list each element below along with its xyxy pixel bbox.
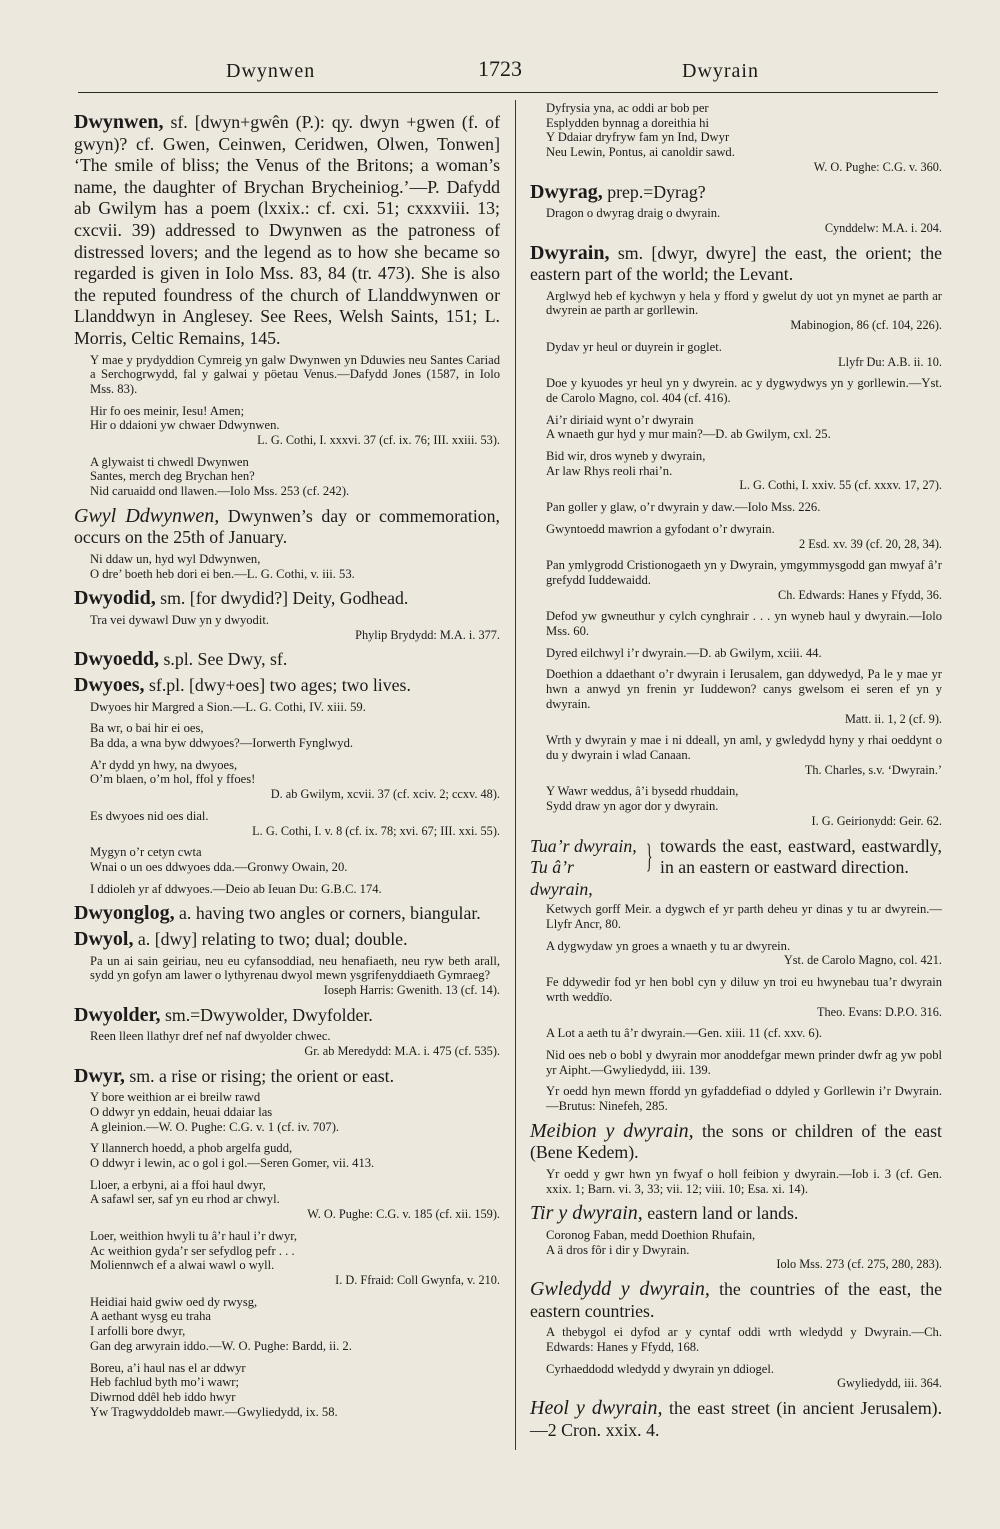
quote-line: Gwyntoedd mawrion a gyfodant o’r dwyrain. — [546, 521, 775, 536]
citation-quote — [74, 1029, 500, 1058]
phrase-definition: towards the east, eastward, eastwardly, in an eastern or eastward direction. — [660, 835, 942, 878]
quote-line: A wnaeth gur hyd y mur main?—D. ab Gwilym, cxl. 25. — [546, 427, 831, 442]
entry-headword: Gwledydd y dwyrain, — [530, 1278, 710, 1301]
citation-quote — [530, 646, 942, 661]
quote-line: A Lot a aeth tu â’r dwyrain.—Gen. xiii. 11 (cf. xxv. 6). — [546, 1026, 823, 1041]
quote-line: I ddioleh yr af ddwyoes.—Deio ab Ieuan Du: G.B.C. 174. — [90, 881, 382, 896]
dictionary-entry — [74, 588, 500, 610]
quote-line: Hir fo oes meinir, Iesu! Amen; — [90, 403, 245, 418]
quote-line: Nid caruaidd ond llawen.—Iolo Mss. 253 (cf. 242). — [90, 484, 350, 499]
page-header — [78, 52, 938, 93]
citation-quote — [530, 975, 942, 1019]
citation-quote — [530, 1167, 942, 1196]
dictionary-entry — [530, 1398, 942, 1441]
citation-quote — [74, 954, 500, 998]
quote-line: Tra vei dywawl Duw yn y dwyodit. — [90, 613, 269, 628]
citation-source: 2 Esd. xv. 39 (cf. 20, 28, 34). — [799, 536, 942, 551]
quote-line: Dwyoes hir Margred a Sion.—L. G. Cothi, IV. xiii. 59. — [90, 699, 366, 714]
citation-quote — [530, 449, 942, 493]
citation-source: Gwyliedydd, iii. 364. — [837, 1376, 942, 1391]
quote-line: Ar law Rhys reoli rhai’n. — [546, 463, 673, 478]
citation-quote — [74, 1141, 500, 1170]
entry-headword: Tir y dwyrain, — [530, 1202, 643, 1225]
dictionary-entry — [530, 1279, 942, 1322]
quote-line: Heb fachlud byth mo’i wawr; — [90, 1375, 239, 1390]
phrase-forms — [530, 836, 640, 901]
quote-line: Y Ddaiar dryfryw fam yn Ind, Dwyr — [546, 130, 730, 145]
citation-quote — [530, 784, 942, 828]
citation-source: Gr. ab Meredydd: M.A. i. 475 (cf. 535). — [304, 1043, 500, 1058]
quote-line: A gleinion.—W. O. Pughe: C.G. v. 1 (cf. iv. 707). — [90, 1119, 340, 1134]
dictionary-entry — [530, 243, 942, 286]
quote-line: Reen lleen llathyr dref nef naf dwyolder chwec. — [90, 1029, 331, 1044]
citation-source: Iolo Mss. 273 (cf. 275, 280, 283). — [776, 1257, 942, 1272]
citation-quote — [530, 413, 942, 442]
quote-line: A dygwydaw yn groes a wnaeth y tu ar dwyrein. — [546, 938, 791, 953]
header-right-guideword: Dwyrain — [682, 60, 759, 82]
header-left-guideword: Dwynwen — [226, 60, 316, 82]
citation-quote — [74, 552, 500, 581]
quote-line: Loer, weithion hwyli tu â’r haul i’r dwyr, — [90, 1228, 298, 1243]
citation-quote — [74, 404, 500, 448]
quote-line: A thebygol ei dyfod ar y cyntaf oddi wrth wledydd y Dwyrain.—Ch. Edwards: Hanes y Ffydd, 168. — [546, 1325, 942, 1354]
citation-quote — [74, 613, 500, 642]
quote-line: Dragon o dwyrag draig o dwyrain. — [546, 206, 721, 221]
phrase-form: Tu â’r dwyrain, — [530, 857, 593, 899]
quote-line: A glywaist ti chwedl Dwynwen — [90, 454, 249, 469]
entry-headword: Dwyolder, — [74, 1003, 161, 1026]
brace-icon: } — [646, 837, 653, 875]
quote-line: Pan goller y glaw, o’r dwyrain y daw.—Iolo Mss. 226. — [546, 500, 821, 515]
quote-line: Es dwyoes nid oes dial. — [90, 808, 209, 823]
entry-definition: Dwynwen’s day or commemoration, occurs on the 25th of January. — [74, 505, 500, 548]
entry-headword: Dwyol, — [74, 927, 134, 950]
citation-quote — [530, 1048, 942, 1077]
dictionary-entry — [74, 1005, 500, 1027]
quote-line: O’m blaen, o’m hol, ffol y ffoes! — [90, 772, 256, 787]
quote-line: Cyrhaeddodd wledydd y dwyrain yn ddiogel. — [546, 1361, 775, 1376]
entry-headword: Dwyrag, — [530, 180, 603, 203]
citation-source: Theo. Evans: D.P.O. 316. — [816, 1004, 942, 1019]
quote-line: A aethant wysg eu traha — [90, 1309, 211, 1324]
dictionary-entry — [74, 1066, 500, 1088]
quote-line: Nid oes neb o bobl y dwyrain mor anoddefgar mewn prinder dwfr ag yw pobl yr Aipht.—Gwyliedydd, iii. 139. — [546, 1047, 942, 1077]
entry-definition: eastern land or lands. — [647, 1203, 799, 1224]
dictionary-entry — [74, 675, 500, 697]
citation-quote — [530, 206, 942, 235]
dictionary-entry — [530, 182, 942, 204]
quote-line: Pa un ai sain geiriau, neu eu cyfansoddiad, neu henafiaeth, neu ryw beth arall, sydd yn gofyn am lawer o lythyrenau dwyol mewn ysgrifenyddiaeth Gymraeg? — [90, 953, 500, 983]
quote-line: Ba wr, o bai hir ei oes, — [90, 721, 204, 736]
quote-line: Defod yw gwneuthur y cylch cynghrair . . . yn wyneb haul y dwyrain.—Iolo Mss. 60. — [546, 609, 942, 639]
quote-line: A safawl ser, saf yn eu rhod ar chwyl. — [90, 1192, 280, 1207]
entry-headword: Heol y dwyrain, — [530, 1397, 663, 1420]
entry-headword: Meibion y dwyrain, — [530, 1119, 694, 1142]
dictionary-entry — [74, 903, 500, 925]
citation-source: Ch. Edwards: Hanes y Ffydd, 36. — [778, 587, 942, 602]
quote-line: Yr oedd y gwr hwn yn fwyaf o holl feibion y dwyrain.—Iob i. 3 (cf. Gen. xxix. 1; Barn. vi. 3, 33; vii. 12; viii. 10; Esa. xi. 14). — [546, 1166, 942, 1196]
quote-line: Esplydden bynnag a doreithia hi — [546, 115, 709, 130]
quote-line: Boreu, a’i haul nas el ar ddwyr — [90, 1360, 246, 1375]
citation-quote — [530, 289, 942, 333]
column-divider — [515, 100, 516, 1450]
page-number: 1723 — [478, 56, 522, 81]
citation-source: Ioseph Harris: Gwenith. 13 (cf. 14). — [323, 982, 500, 997]
citation-quote — [530, 340, 942, 369]
dictionary-entry — [74, 506, 500, 549]
quote-line: Doe y kyuodes yr heul yn y dwyrein. ac y dygwydwys yn y gorllewin.—Yst. de Carolo Magno, col. 404 (cf. 416). — [546, 376, 942, 405]
citation-source: I. G. Geirionydd: Geir. 62. — [811, 813, 942, 828]
citation-source: D. ab Gwilym, xcvii. 37 (cf. xciv. 2; ccxv. 48). — [270, 787, 500, 802]
quote-line: O ddwyr yn eddain, heuai ddaiar las — [90, 1104, 273, 1119]
entry-definition: prep.=Dyrag? — [607, 181, 706, 202]
entry-definition: s.pl. See Dwy, sf. — [163, 649, 288, 670]
dictionary-entry — [74, 649, 500, 671]
quote-line: A ä dros fôr i dir y Dwyrain. — [546, 1242, 690, 1257]
citation-quote — [74, 1229, 500, 1288]
quote-line: Moliennwch ef a alwai wawl o wyll. — [90, 1258, 275, 1273]
quote-line: Ai’r diriaid wynt o’r dwyrain — [546, 412, 694, 427]
citation-source: Th. Charles, s.v. ‘Dwyrain.’ — [804, 762, 942, 777]
entry-definition: a. [dwy] relating to two; dual; double. — [137, 928, 408, 949]
quote-line: Ba dda, a wna byw ddwyoes?—Iorwerth Fynglwyd. — [90, 736, 354, 751]
quote-line: Mygyn o’r cetyn cwta — [90, 845, 202, 860]
citation-source: L. G. Cothi, I. xxiv. 55 (cf. xxxv. 17, 27). — [739, 478, 942, 493]
quote-line: Ni ddaw un, hyd wyl Ddwynwen, — [90, 552, 261, 567]
citation-quote — [530, 609, 942, 638]
citation-quote — [530, 1325, 942, 1354]
entry-headword: Dwyr, — [74, 1064, 125, 1087]
citation-quote — [530, 1084, 942, 1113]
entry-definition: sf. [dwyn+gwên (P.): qy. dwyn +gwen (f. of gwyn)? cf. Gwen, Ceinwen, Ceridwen, Olwen, Tonwen] ‘The smile of bliss; the Venus of the Britons; a woman’s name, the daughter of Brychan Brycheiniog.’—P. Dafydd ab Gwilym has a poem (lxxix.: cf. cxi. 51; cxxxviii. 13; cxcvii. 39) addressed to Dwynwen as the patroness of distressed lovers; and the legend as to how she became so regarded is given in Iolo Mss. 83, 84 (tr. 473). She is also the reputed foundress of the church of Llanddwynwen or Llanddwyn in Anglesey. See Rees, Welsh Saints, 151; L. Morris, Celtic Remains, 145. — [74, 112, 500, 348]
citation-source: Yst. de Carolo Magno, col. 421. — [783, 953, 942, 968]
citation-quote — [74, 1361, 500, 1420]
phrase-entry — [530, 836, 942, 901]
citation-quote — [530, 1362, 942, 1391]
quote-line: Lloer, a erbyni, ai a ffoi haul dwyr, — [90, 1177, 266, 1192]
citation-quote — [530, 101, 942, 175]
quote-line: Wnai o un oes ddwyoes dda.—Gronwy Owain, 20. — [90, 859, 348, 874]
quote-line: O ddwyr i lewin, ac o gol i gol.—Seren Gomer, vii. 413. — [90, 1156, 375, 1171]
quote-line: Coronog Faban, medd Doethion Rhufain, — [546, 1227, 756, 1242]
quote-line: Dydav yr heul or duyrein ir goglet. — [546, 339, 722, 354]
citation-quote — [74, 1295, 500, 1354]
quote-line: Fe ddywedir fod yr hen bobl cyn y diluw yn troi eu hwynebau tua’r dwyrain wrth weddïo. — [546, 975, 942, 1004]
quote-line: Neu Lewin, Pontus, ai canoldir sawd. — [546, 145, 735, 160]
quote-line: Pan ymlygrodd Cristionogaeth yn y Dwyrain, ymgymmysgodd gan mwyaf â’r grefydd Iuddewaidd. — [546, 558, 942, 587]
citation-quote — [74, 1090, 500, 1134]
right-column — [530, 100, 942, 1444]
citation-quote — [530, 1228, 942, 1272]
quote-line: Doethion a ddaethant o’r dwyrain i Ierusalem, gan ddywedyd, Pa le y mae yr hwn a anwyd yn frenin yr Iuddewon? canys gwelsom ei seren ef yn y dwyrain. — [546, 667, 942, 711]
citation-quote — [74, 882, 500, 897]
quote-line: Gan deg arwyrain iddo.—W. O. Pughe: Bardd, ii. 2. — [90, 1338, 352, 1353]
quote-line: Y bore weithion ar ei breilw rawd — [90, 1090, 261, 1105]
citation-quote — [74, 455, 500, 499]
citation-source: Llyfr Du: A.B. ii. 10. — [838, 354, 942, 369]
quote-line: I arfolli bore dwyr, — [90, 1324, 186, 1339]
citation-quote — [530, 939, 942, 968]
entry-definition: the sons or children of the east (Bene Kedem). — [530, 1120, 942, 1163]
entry-definition: sm. [dwyr, dwyre] the east, the orient; the eastern part of the world; the Levant. — [530, 242, 942, 285]
left-column — [74, 100, 500, 1426]
quote-line: Hir o ddaioni yw chwaer Ddwynwen. — [90, 418, 280, 433]
quote-line: Diwrnod ddêl heb iddo hwyr — [90, 1389, 236, 1404]
entry-headword: Dwyonglog, — [74, 902, 175, 925]
citation-source: W. O. Pughe: C.G. v. 360. — [813, 159, 942, 174]
entry-headword: Dwynwen, — [74, 111, 164, 133]
citation-source: W. O. Pughe: C.G. v. 185 (cf. xii. 159). — [307, 1207, 500, 1222]
citation-quote — [530, 1026, 942, 1041]
quote-line: Dyfrysia yna, ac oddi ar bob per — [546, 101, 709, 115]
entry-headword: Gwyl Ddwynwen, — [74, 504, 220, 527]
citation-source: Matt. ii. 1, 2 (cf. 9). — [845, 711, 942, 726]
quote-line: Bid wir, dros wyneb y dwyrain, — [546, 449, 706, 464]
citation-quote — [530, 667, 942, 726]
citation-quote — [530, 733, 942, 777]
quote-line: A’r dydd yn hwy, na dwyoes, — [90, 757, 238, 772]
entry-definition: a. having two angles or corners, biangular. — [179, 903, 481, 924]
citation-quote — [74, 1178, 500, 1222]
quote-line: O dre’ boeth heb dori ei ben.—L. G. Cothi, v. iii. 53. — [90, 566, 355, 581]
quote-line: Heidiai haid gwiw oed dy rwysg, — [90, 1294, 258, 1309]
citation-source: L. G. Cothi, I. v. 8 (cf. ix. 78; xvi. 67; III. xxi. 55). — [252, 823, 500, 838]
entry-definition: the east street (in ancient Jerusalem).—2 Cron. xxix. 4. — [530, 1398, 943, 1440]
citation-source: Cynddelw: M.A. i. 204. — [824, 220, 942, 235]
quote-line: Y Wawr weddus, â’i bysedd rhuddain, — [546, 784, 739, 799]
citation-quote — [74, 809, 500, 838]
citation-source: Mabinogion, 86 (cf. 104, 226). — [790, 318, 942, 333]
citation-quote — [74, 845, 500, 874]
quote-line: Arglwyd heb ef kychwyn y hela y fford y gwelut dy uot yn mynet ae parth ar dwyrein ae parth ar gorllewin. — [546, 288, 942, 318]
quote-line: Yr oedd hyn mewn ffordd yn gyfaddefiad o ddyled y Gorllewin i’r Dwyrain.—Brutus: Ninefeh, 285. — [546, 1084, 942, 1114]
entry-definition: the countries of the east, the eastern countries. — [530, 1279, 942, 1321]
entry-definition: sm. [for dwydid?] Deity, Godhead. — [160, 588, 409, 609]
quote-line: Y llannerch hoedd, a phob argelfa gudd, — [90, 1141, 293, 1156]
quote-line: Yw Tragwyddoldeb mawr.—Gwyliedydd, ix. 58. — [90, 1404, 338, 1419]
citation-source: Phylip Brydydd: M.A. i. 377. — [355, 627, 500, 642]
entry-headword: Dwyodid, — [74, 587, 156, 610]
quote-line: Y mae y prydyddion Cymreig yn galw Dwynwen yn Dduwies neu Santes Cariad a Serchogrwydd, fal y galwai y pöetau Venus.—Dafydd Jones (1587, in Iolo Mss. 83). — [90, 352, 500, 396]
citation-quote — [530, 558, 942, 602]
entry-definition: sf.pl. [dwy+oes] two ages; two lives. — [149, 675, 411, 696]
phrase-form: Tua’r dwyrain, — [530, 835, 637, 856]
entry-headword: Dwyoes, — [74, 674, 145, 697]
entry-definition: sm. a rise or rising; the orient or east. — [129, 1065, 395, 1086]
dictionary-entry — [530, 1203, 942, 1225]
entry-headword: Dwyrain, — [530, 241, 610, 264]
citation-quote — [74, 700, 500, 715]
quote-line: Wrth y dwyrain y mae i ni ddeall, yn aml, y gwledydd hyny y rhai oeddynt o du y dwyrain i wlad Canaan. — [546, 733, 942, 762]
dictionary-entry — [74, 929, 500, 951]
citation-source: L. G. Cothi, I. xxxvi. 37 (cf. ix. 76; III. xxiii. 53). — [257, 433, 500, 448]
quote-line: Santes, merch deg Brychan hen? — [90, 469, 255, 484]
quote-line: Sydd draw yn agor dor y dwyrain. — [546, 799, 719, 814]
dictionary-entry — [530, 1121, 942, 1164]
citation-quote — [530, 376, 942, 405]
citation-quote — [530, 902, 942, 931]
quote-line: Ac weithion gyda’r ser sefydlog pefr . . . — [90, 1243, 295, 1258]
entry-definition: sm.=Dwywolder, Dwyfolder. — [164, 1004, 373, 1025]
citation-quote — [530, 522, 942, 551]
dictionary-entry — [74, 112, 500, 350]
entry-headword: Dwyoedd, — [74, 648, 160, 671]
citation-quote — [530, 500, 942, 515]
quote-line: Dyred eilchwyl i’r dwyrain.—D. ab Gwilym, xciii. 44. — [546, 645, 822, 660]
citation-source: I. D. Ffraid: Coll Gwynfa, v. 210. — [335, 1273, 500, 1287]
citation-quote — [74, 721, 500, 750]
quote-line: Ketwych gorff Meir. a dygwch ef yr parth deheu yr dinas y tu ar dwyrein.—Llyfr Ancr, 80. — [546, 902, 942, 931]
citation-quote — [74, 758, 500, 802]
citation-quote — [74, 353, 500, 397]
